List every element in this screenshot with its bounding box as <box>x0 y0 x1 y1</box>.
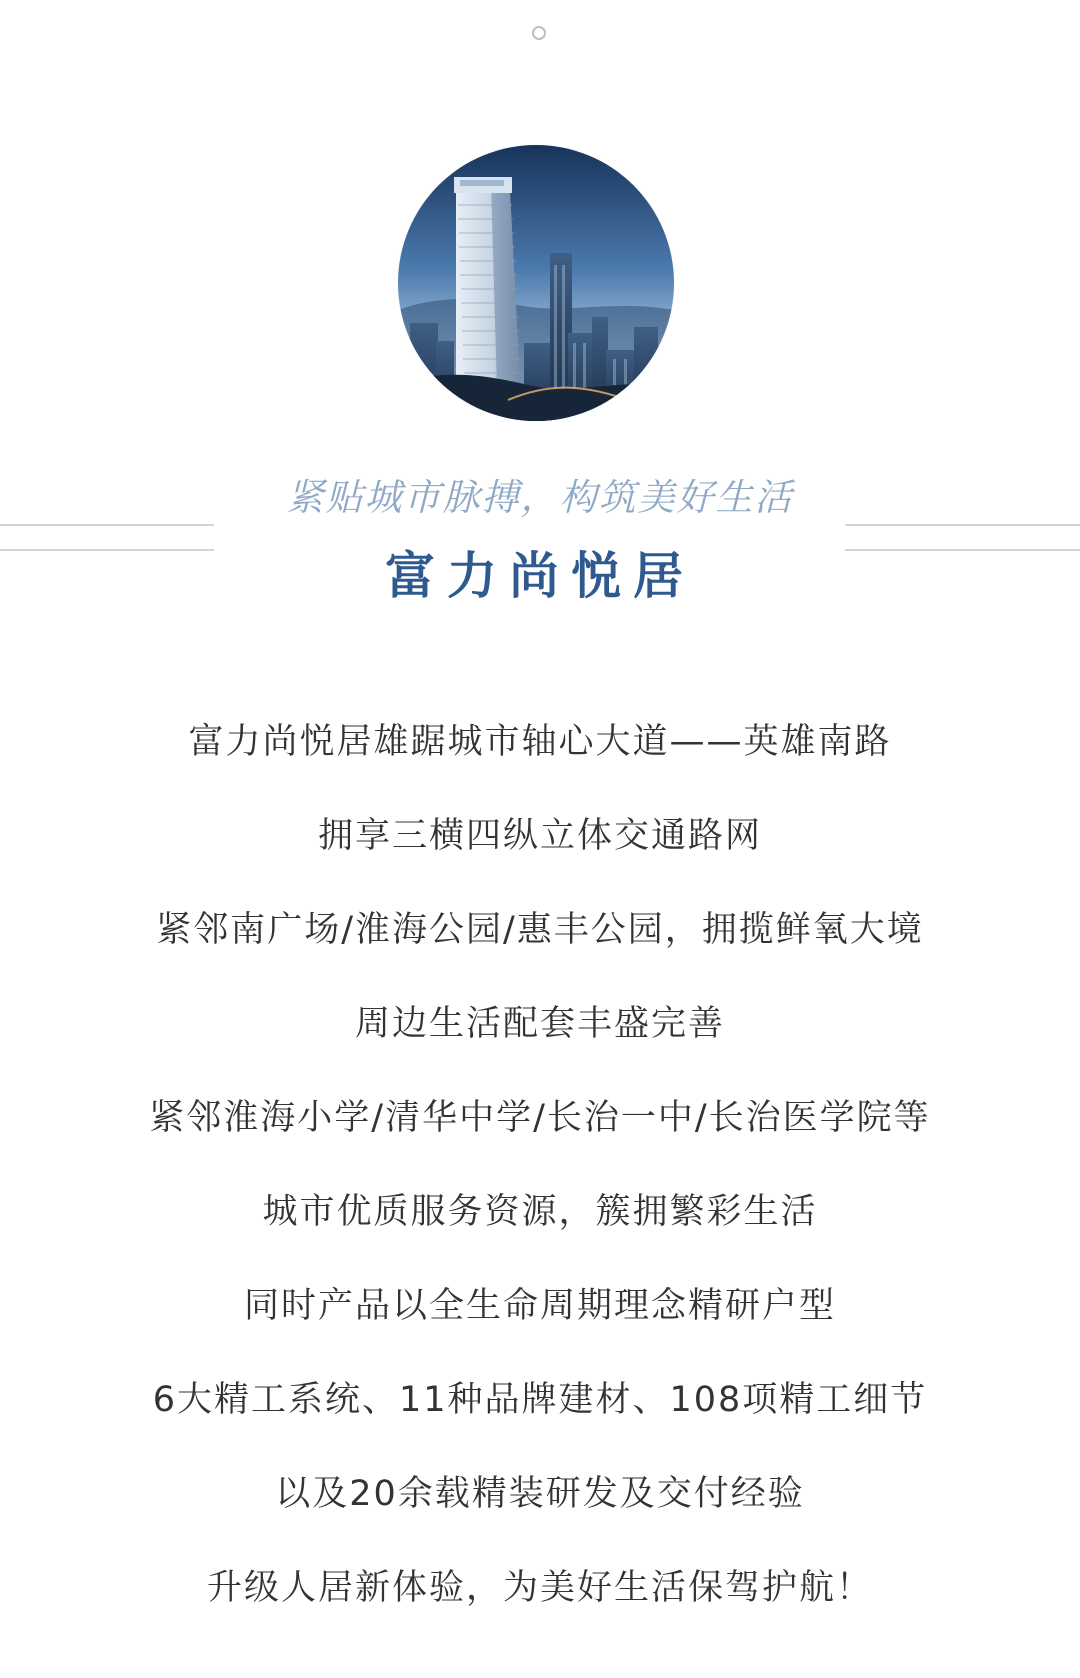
description-line: 周边生活配套丰盛完善 <box>354 1004 725 1044</box>
description-line: 紧邻南广场/淮海公园/惠丰公园，拥揽鲜氧大境 <box>156 910 924 950</box>
decorative-dot <box>532 26 546 40</box>
description-line: 拥享三横四纵立体交通路网 <box>317 816 762 856</box>
left-decor-line-top <box>0 524 214 526</box>
description-line: 紧邻淮海小学/清华中学/长治一中/长治医学院等 <box>149 1098 931 1138</box>
description-line: 6大精工系统、11种品牌建材、108项精工细节 <box>152 1380 928 1420</box>
description-line: 以及20余载精装研发及交付经验 <box>275 1474 805 1514</box>
description-line: 同时产品以全生命周期理念精研户型 <box>243 1286 836 1326</box>
description-lines <box>0 712 1080 1652</box>
city-skyline-circle-image <box>398 145 674 421</box>
description-line: 城市优质服务资源，簇拥繁彩生活 <box>262 1192 818 1232</box>
right-decor-line-top <box>845 524 1080 526</box>
page-slogan: 紧贴城市脉搏，构筑美好生活 <box>286 476 794 519</box>
description-line: 升级人居新体验，为美好生活保驾护航！ <box>206 1568 873 1608</box>
page-title: 富力尚悦居 <box>385 547 695 605</box>
description-line: 富力尚悦居雄踞城市轴心大道——英雄南路 <box>188 722 892 762</box>
